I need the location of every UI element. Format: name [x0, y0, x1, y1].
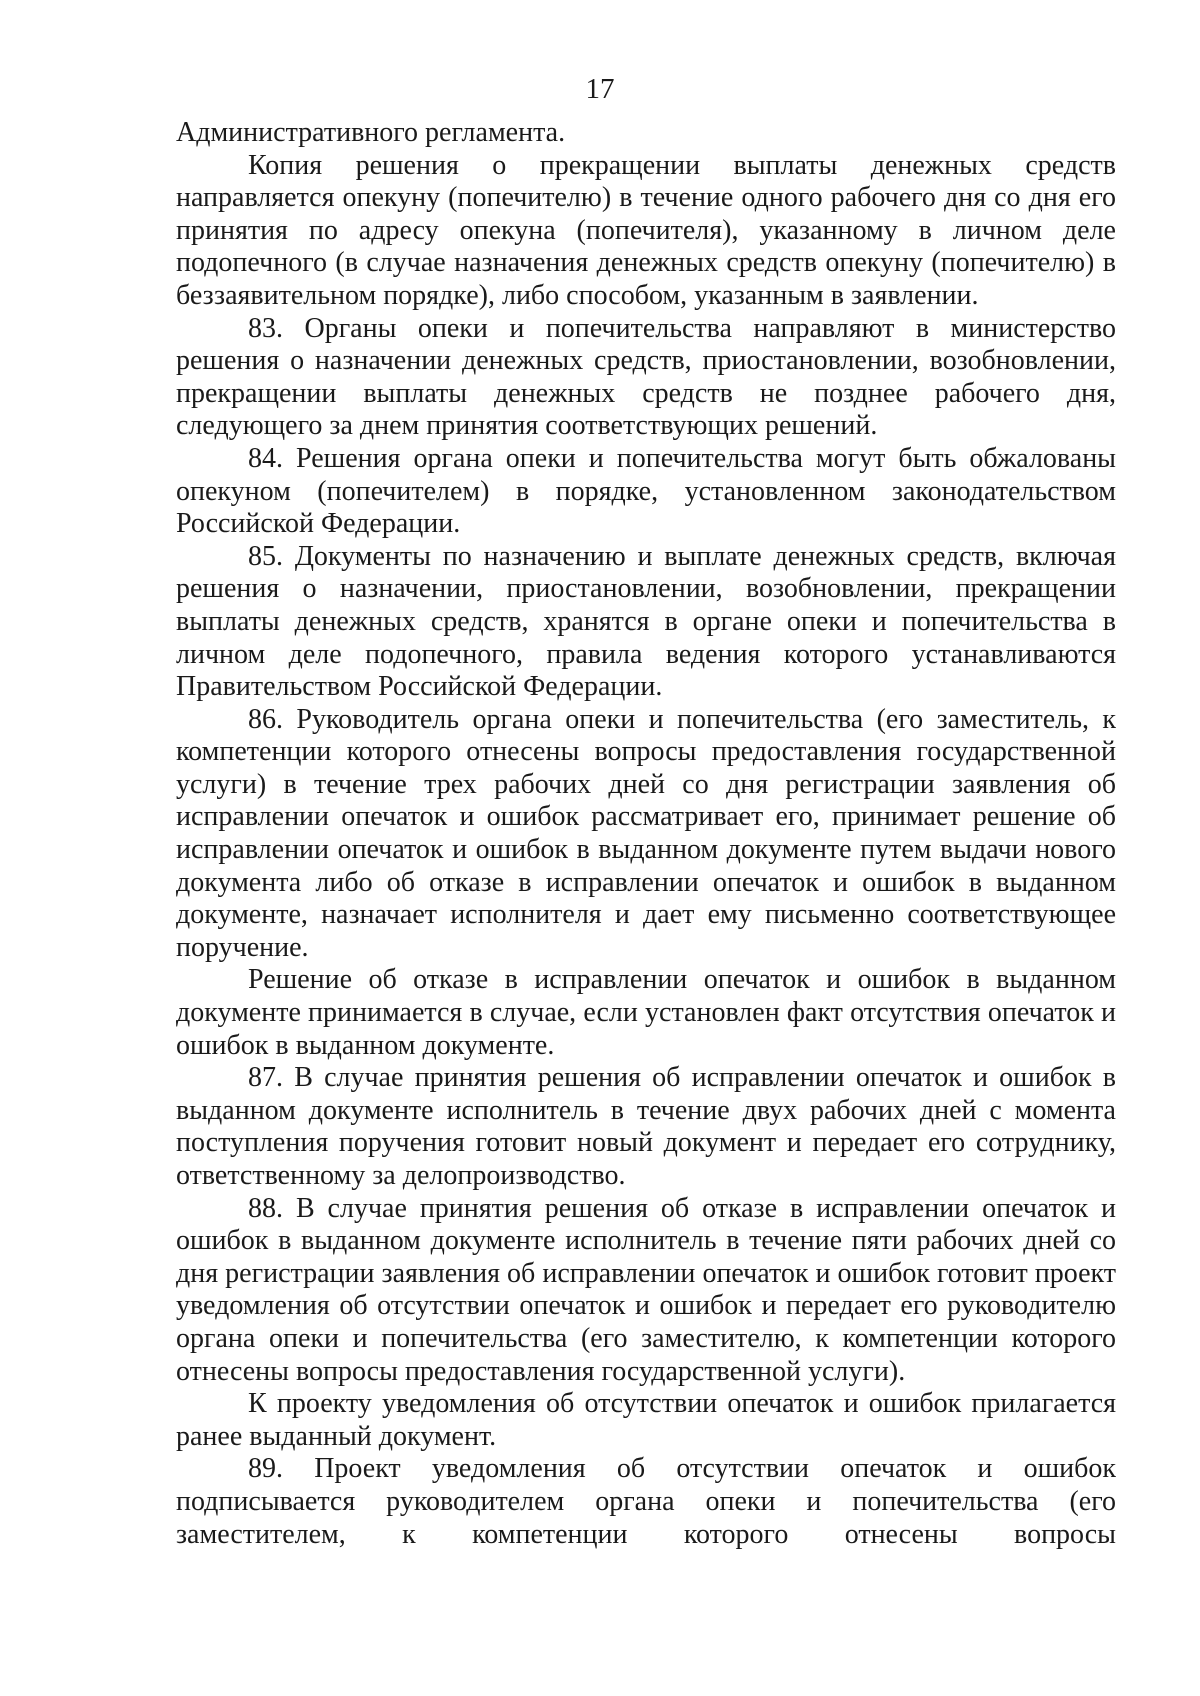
paragraph-88: 88. В случае принятия решения об отказе в исправлении опечаток и ошибок в выданном документе исполнитель в течение пяти рабочих дней со дня регистрации заявления об исправлении опечаток и ошибок готовит проект уведомления об отсутствии опечаток и ошибок и передает его руководителю органа опеки и попечительства (его заместителю, к компетенции которого отнесены вопросы предоставления государственной услуги). — [176, 1192, 1116, 1387]
paragraph-copy-of-decision: Копия решения о прекращении выплаты денежных средств направляется опекуну (попечителю) в течение одного рабочего дня со дня его принятия по адресу опекуна (попечителя), указанному в личном деле подопечного (в случае назначения денежных средств опекуну (попечителю) в беззаявительном порядке), либо способом, указанным в заявлении. — [176, 149, 1116, 311]
paragraph-83: 83. Органы опеки и попечительства направляют в министерство решения о назначении денежных средств, приостановлении, возобновлении, прекращении выплаты денежных средств не позднее рабочего дня, следующего за днем принятия соответствующих решений. — [176, 312, 1116, 442]
paragraph-attachment: К проекту уведомления об отсутствии опечаток и ошибок прилагается ранее выданный документ. — [176, 1388, 1116, 1452]
document-body — [176, 117, 1116, 1551]
page-number: 17 — [585, 73, 615, 105]
paragraph-86: 86. Руководитель органа опеки и попечительства (его заместитель, к компетенции которого отнесены вопросы предоставления государственной услуги) в течение трех рабочих дней со дня регистрации заявления об исправлении опечаток и ошибок рассматривает его, принимает решение об исправлении опечаток и ошибок в выданном документе путем выдачи нового документа либо об отказе в исправлении опечаток и ошибок в выданном документе, назначает исполнителя и дает ему письменно соответствующее поручение. — [176, 703, 1116, 963]
paragraph-89: 89. Проект уведомления об отсутствии опечаток и ошибок подписывается руководителем органа опеки и попечительства (его заместителем, к компетенции которого отнесены вопросы — [176, 1453, 1116, 1550]
paragraph-87: 87. В случае принятия решения об исправлении опечаток и ошибок в выданном документе исполнитель в течение двух рабочих дней с момента поступления поручения готовит новый документ и передает его сотруднику, ответственному за делопроизводство. — [176, 1062, 1116, 1191]
paragraph-84: 84. Решения органа опеки и попечительства могут быть обжалованы опекуном (попечителем) в порядке, установленном законодательством Российской Федерации. — [176, 442, 1116, 540]
paragraph-refusal-decision: Решение об отказе в исправлении опечаток и ошибок в выданном документе принимается в случае, если установлен факт отсутствия опечаток и ошибок в выданном документе. — [176, 964, 1116, 1061]
paragraph-continuation: Административного регламента. — [176, 117, 566, 148]
paragraph-85: 85. Документы по назначению и выплате денежных средств, включая решения о назначении, приостановлении, возобновлении, прекращении выплаты денежных средств, хранятся в органе опеки и попечительства в личном деле подопечного, правила ведения которого устанавливаются Правительством Российской Федерации. — [176, 540, 1116, 703]
